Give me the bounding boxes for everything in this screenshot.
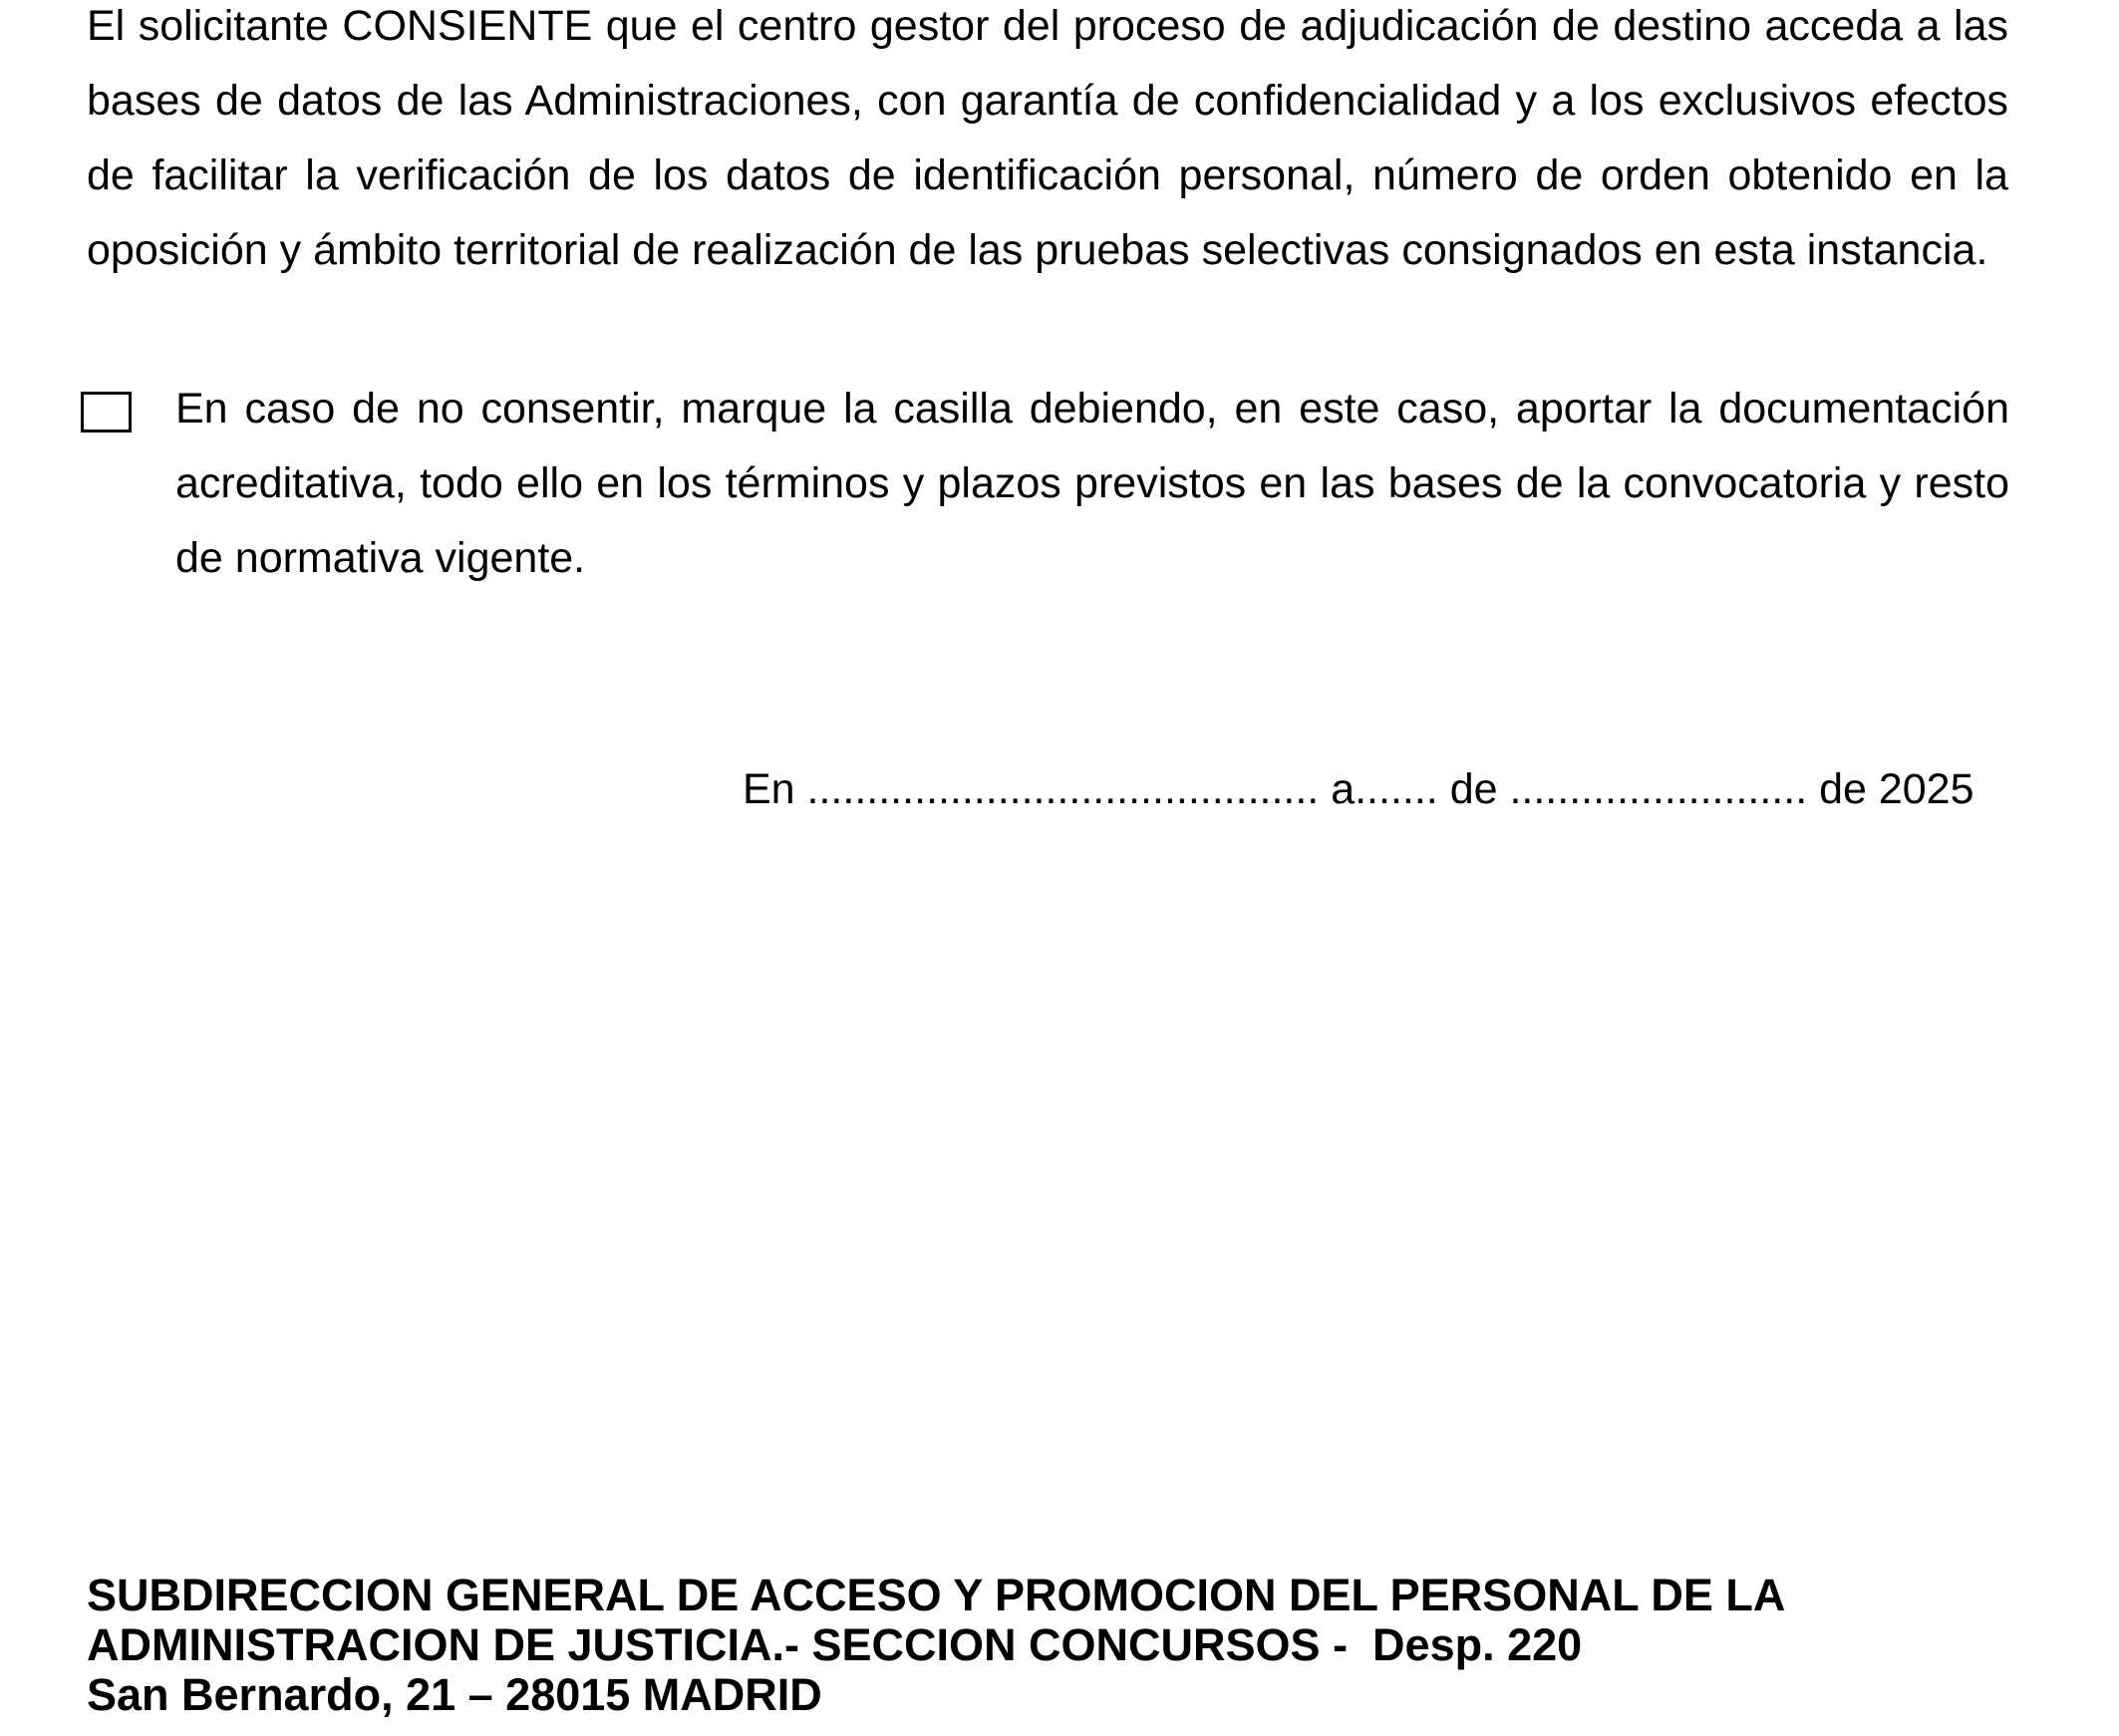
date-place-fill-in-line: En ........................................... a....... de ......................... de 2025: [743, 765, 1974, 813]
no-consent-clause-line-3: de normativa vigente.: [175, 534, 586, 582]
footer-address: [87, 1571, 1785, 1720]
consent-paragraph-line-4: oposición y ámbito territorial de realización de las pruebas selectivas consignados en esta instancia.: [87, 226, 1988, 274]
no-consent-checkbox[interactable]: [81, 392, 132, 433]
consent-paragraph-line-2: bases de datos de las Administraciones, con garantía de confidencialidad y a los exclusivos efectos: [87, 77, 2008, 125]
consent-paragraph-line-1: El solicitante CONSIENTE que el centro gestor del proceso de adjudicación de destino acceda a las: [87, 2, 2008, 50]
footer-address-line-3: San Bernardo, 21 – 28015 MADRID: [87, 1669, 822, 1720]
footer-address-line-2: ADMINISTRACION DE JUSTICIA.- SECCION CONCURSOS - Desp. 220: [87, 1619, 1583, 1670]
consent-paragraph: [87, 0, 2008, 288]
no-consent-clause: [175, 372, 2009, 596]
no-consent-clause-line-1: En caso de no consentir, marque la casilla debiendo, en este caso, aportar la documentación: [175, 385, 2009, 433]
no-consent-clause-line-2: acreditativa, todo ello en los términos y plazos previstos en las bases de la convocatoria y resto: [175, 459, 2009, 507]
footer-address-line-1: SUBDIRECCION GENERAL DE ACCESO Y PROMOCION DEL PERSONAL DE LA: [87, 1570, 1786, 1620]
consent-paragraph-line-3: de facilitar la verificación de los datos de identificación personal, número de orden obtenido en la: [87, 151, 2008, 199]
